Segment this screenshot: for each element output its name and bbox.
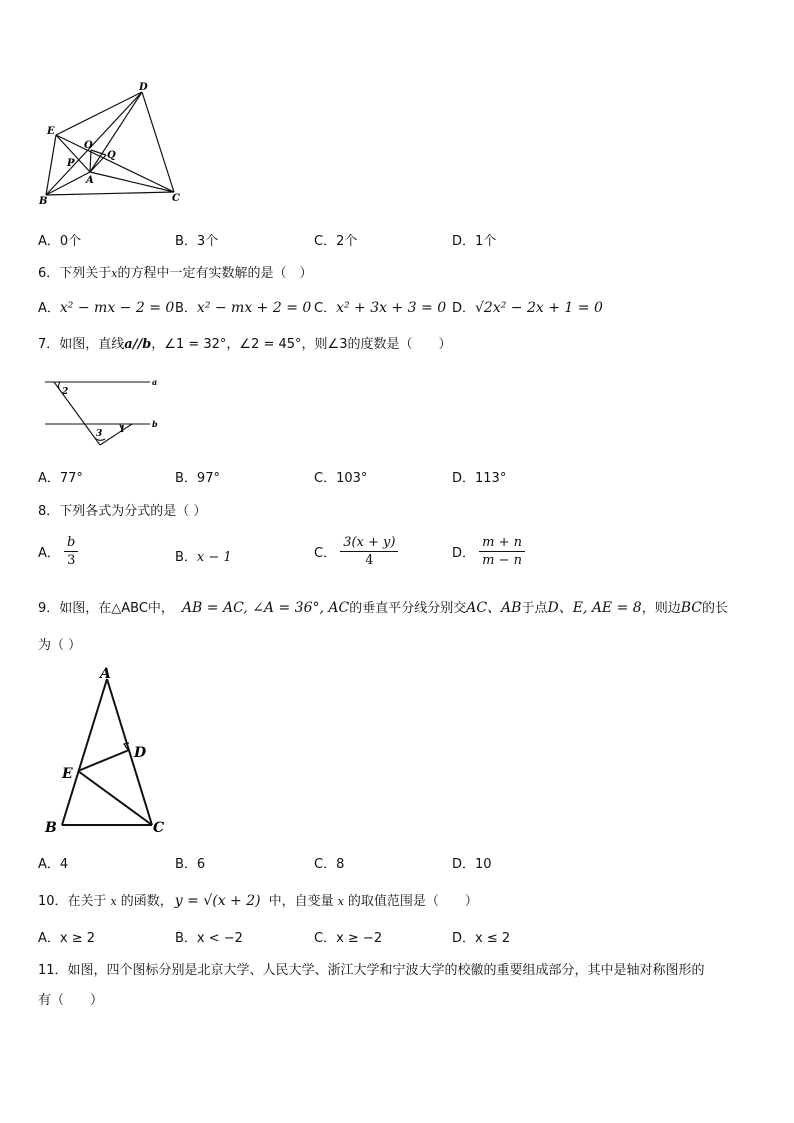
q10-func: y = √(x + 2) xyxy=(174,893,261,909)
q7-stem-pre: 7．如图，直线 xyxy=(38,337,125,352)
q9-mid1: 的垂直平分线分别交 xyxy=(349,601,467,616)
q7-option-a[interactable]: A．77° xyxy=(38,471,83,486)
q9-mid2: 于点 xyxy=(521,601,548,616)
q8-stem: 8．下列各式为分式的是（ ） xyxy=(38,504,207,519)
q9-label-A: A xyxy=(100,666,111,682)
q8-option-a-label: A． xyxy=(38,546,60,561)
q9-option-d[interactable]: D．10 xyxy=(452,857,492,872)
q8-option-d-fraction: $\frac{m + n}{m - n}$ xyxy=(479,535,525,568)
q9-pre: 9．如图，在△ABC中， xyxy=(38,601,174,616)
q10-var: x xyxy=(110,895,117,908)
q6-option-d-label: D． xyxy=(452,301,476,316)
q5-option-b[interactable]: B．3个 xyxy=(175,234,219,249)
q8-option-c-fraction: $\frac{3(x + y)}{4}$ xyxy=(340,535,398,568)
q6-option-c[interactable] xyxy=(314,297,446,316)
q5-label-C: C xyxy=(172,193,180,204)
q7-label-1: 1 xyxy=(119,425,126,435)
q5-label-P: P xyxy=(67,158,75,169)
q6-option-b[interactable] xyxy=(175,297,311,316)
q10-option-c[interactable]: C．x ≥ −2 xyxy=(314,931,383,946)
q5-option-c[interactable]: C．2个 xyxy=(314,234,358,249)
q7-parallel: a//b xyxy=(124,337,152,352)
q6-option-a[interactable] xyxy=(38,297,174,316)
q10-stem xyxy=(38,890,478,909)
q10-var2: x xyxy=(337,895,344,908)
q8-option-b-expr: x − 1 xyxy=(196,550,232,565)
q5-label-B: B xyxy=(39,196,48,207)
q9-label-D: D xyxy=(134,745,147,761)
q6-stem xyxy=(38,262,313,281)
q7-label-3: 3 xyxy=(96,429,103,439)
q6-option-b-expr: x² − mx + 2 = 0 xyxy=(196,300,312,316)
q7-option-b[interactable]: B．97° xyxy=(175,471,220,486)
q5-label-O: O xyxy=(84,140,93,151)
q10-option-d[interactable]: D．x ≤ 2 xyxy=(452,931,511,946)
q6-option-c-label: C． xyxy=(314,301,337,316)
q5-label-E: E xyxy=(47,126,55,137)
q9-math1: AB = AC, ∠A = 36°, AC xyxy=(181,600,350,616)
q9-post: 的长 xyxy=(701,601,728,616)
q10-mid: 的函数， xyxy=(120,894,173,909)
q9-option-a[interactable]: A．4 xyxy=(38,857,69,872)
q9-math4: BC xyxy=(680,600,702,616)
q8-option-b-label: B． xyxy=(175,550,197,565)
q7-figure xyxy=(40,372,170,452)
q6-stem-pre: 6．下列关于 xyxy=(38,266,112,281)
q9-option-b[interactable]: B．6 xyxy=(175,857,206,872)
q8-option-d[interactable] xyxy=(452,535,525,568)
q9-option-c[interactable]: C．8 xyxy=(314,857,345,872)
q9-label-B: B xyxy=(45,820,57,836)
q8-option-c-label: C． xyxy=(314,546,337,561)
q10-option-a[interactable]: A．x ≥ 2 xyxy=(38,931,96,946)
q7-stem xyxy=(38,333,451,352)
q7-label-a: a xyxy=(152,377,158,387)
q5-label-A: A xyxy=(86,175,94,186)
q9-stem-line2: 为（ ） xyxy=(38,638,82,653)
q7-option-c[interactable]: C．103° xyxy=(314,471,368,486)
q9-math3: D、E, AE = 8 xyxy=(547,600,642,616)
q6-option-a-expr: x² − mx − 2 = 0 xyxy=(59,300,175,316)
q8-option-b[interactable] xyxy=(175,546,232,565)
q6-stem-post: 的方程中一定有实数解的是（ ） xyxy=(117,266,313,281)
q11-stem-line2: 有（ ） xyxy=(38,993,104,1008)
q9-label-C: C xyxy=(153,820,165,836)
q7-label-b: b xyxy=(152,419,158,429)
q7-label-2: 2 xyxy=(62,387,69,397)
q10-pre: 10．在关于 xyxy=(38,894,107,909)
q8-option-a-fraction: $\frac{b}{3}$ xyxy=(64,535,78,568)
q6-option-a-label: A． xyxy=(38,301,60,316)
q10-post: 的取值范围是（ ） xyxy=(347,894,478,909)
q5-option-d[interactable]: D．1个 xyxy=(452,234,497,249)
q8-option-c[interactable] xyxy=(314,535,398,568)
q5-label-Q: Q xyxy=(107,150,116,161)
q5-option-a[interactable]: A．0个 xyxy=(38,234,82,249)
q10-mid2: 中，自变量 xyxy=(268,894,334,909)
q8-option-d-label: D． xyxy=(452,546,476,561)
q8-option-a[interactable] xyxy=(38,535,78,568)
q6-option-d[interactable] xyxy=(452,297,603,316)
q5-label-D: D xyxy=(139,82,148,93)
q9-math2: AC、AB xyxy=(466,600,522,616)
q11-stem-line1: 11．如图，四个图标分别是北京大学、人民大学、浙江大学和宁波大学的校徽的重要组成部分，其中是轴对称图形的 xyxy=(38,963,705,978)
q9-figure xyxy=(40,664,180,840)
q7-stem-mid: ，∠1 = 32°，∠2 = 45°，则∠3的度数是（ ） xyxy=(151,337,452,352)
q5-figure xyxy=(36,80,196,210)
q7-option-d[interactable]: D．113° xyxy=(452,471,507,486)
q9-stem-line1 xyxy=(38,597,728,617)
q6-option-c-expr: x² + 3x + 3 = 0 xyxy=(336,300,447,316)
q6-var: x xyxy=(111,267,118,280)
q6-option-d-expr: √2x² − 2x + 1 = 0 xyxy=(475,300,603,316)
q9-mid3: ，则边 xyxy=(641,601,681,616)
q10-option-b[interactable]: B．x < −2 xyxy=(175,931,243,946)
q9-label-E: E xyxy=(62,766,73,782)
q6-option-b-label: B． xyxy=(175,301,197,316)
